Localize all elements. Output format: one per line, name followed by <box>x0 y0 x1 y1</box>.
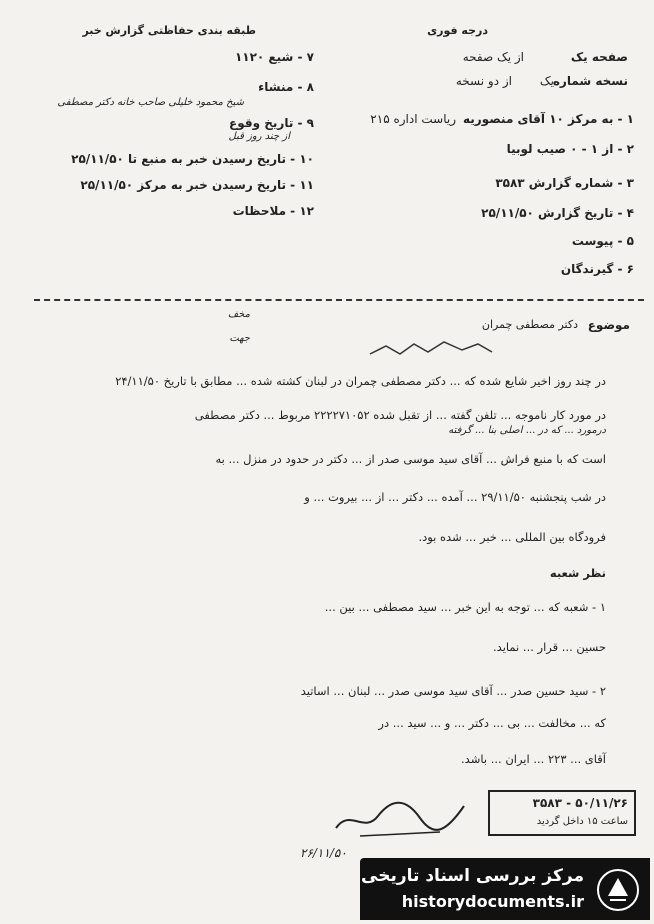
page-label: صفحه یک <box>570 50 628 64</box>
note-top: مخف <box>227 309 250 320</box>
item-12: ۱۲ - ملاحظات <box>232 204 314 218</box>
stamp-line-1: ۵۰/۱۱/۲۶ - ۳۵۸۳ <box>532 796 628 810</box>
item-5: ۵ - پیوست <box>571 234 634 248</box>
numbered-1: ۱ - شعبه که ... توجه به این خبر ... سید مصطفی ... بین ... <box>324 600 606 614</box>
body-line-3: است که با منبع فراش ... آقای سید موسی صدر از ... دکتر در حدود در منزل ... به <box>215 452 606 466</box>
body-line-2: در مورد کار ناموجه ... تلفن گفته ... از تقبل شده ۲۲۲۲۷۱۰۵۲ مربوط ... دکتر مصطفی <box>194 408 606 422</box>
note-bottom: جهت <box>229 333 250 344</box>
numbered-2-cont: که ... مخالفت ... بی ... دکتر ... و ... سید ... در <box>378 716 606 730</box>
archive-logo-icon <box>596 868 640 912</box>
watermark-url: historydocuments.ir <box>401 892 584 911</box>
subject-value: دکتر مصطفی چمران <box>481 318 578 331</box>
received-stamp <box>488 790 636 836</box>
scribble-mark <box>366 336 496 362</box>
signature <box>330 788 470 843</box>
handwritten-date: ۲۶/۱۱/۵۰ <box>300 846 347 860</box>
page-from: از یک صفحه <box>462 50 524 64</box>
item-4: ۴ - تاریخ گزارش ۲۵/۱۱/۵۰ <box>481 206 634 220</box>
item-2: ۲ - از ۱ - ۰ صیب لوبیا <box>506 142 634 156</box>
copy-from: از دو نسخه <box>455 74 512 88</box>
item-1: ۱ - به مرکز ۱۰ آقای منصوریه <box>463 112 634 126</box>
item-8-value: شیخ محمود خلیلی صاحب خانه دکتر مصطفی <box>57 97 244 108</box>
body-line-1: در چند روز اخیر شایع شده که ... دکتر مصطفی چمران در لبنان کشته شده ... مطابق با تاریخ ۲۴/۱۱/۵۰ <box>115 374 606 388</box>
item-7: ۷ - شیع ۱۱۲۰ <box>234 50 314 64</box>
item-11: ۱۱ - تاریخ رسیدن خبر به مرکز ۲۵/۱۱/۵۰ <box>80 178 314 192</box>
subject-label: موضوع <box>587 318 630 332</box>
item-10: ۱۰ - تاریخ رسیدن خبر به منبع تا ۲۵/۱۱/۵۰ <box>71 152 314 166</box>
copy-label: نسخه شماره <box>552 74 628 88</box>
item-8: ۸ - منشاء <box>258 80 314 94</box>
notes-label: نظر شعبه <box>549 566 606 580</box>
body-line-4: در شب پنجشنبه ۲۹/۱۱/۵۰ ... آمده ... دکتر ... از ... بیروت ... و <box>304 490 606 504</box>
item-6: ۶ - گیرندگان <box>560 262 634 276</box>
numbered-2: ۲ - سید حسین صدر ... آقای سید موسی صدر ... لبنان ... اساتید <box>300 684 606 698</box>
item-9: ۹ - تاریخ وقوع <box>229 116 314 130</box>
numbered-1-cont: حسین ... قرار ... نماید. <box>493 640 606 654</box>
item-3: ۳ - شماره گزارش ۳۵۸۳ <box>495 176 634 190</box>
body-line-5: فرودگاه بین المللی ... خبر ... شده بود. <box>418 530 606 544</box>
section-divider <box>34 299 644 301</box>
item-9-value: از چند روز قبل <box>228 131 290 142</box>
classification-label: درجه فوری <box>427 24 488 37</box>
archive-watermark <box>360 858 650 920</box>
stamp-line-2: ساعت ۱۵ داخل گردید <box>536 816 628 827</box>
item-1-value: ریاست اداره ۲۱۵ <box>370 112 456 126</box>
copy-value: یک <box>539 74 554 88</box>
watermark-title: مرکز بررسی اسناد تاریخی <box>361 866 584 886</box>
handwritten-note: درمورد ... که در ... اصلی بنا ... گرفته <box>448 425 606 436</box>
center-title: طبقه بندی حفاظتی گزارش خبر <box>82 24 256 37</box>
numbered-2-end: آقای ... ۲۲۳ ... ایران ... باشد. <box>461 752 606 766</box>
